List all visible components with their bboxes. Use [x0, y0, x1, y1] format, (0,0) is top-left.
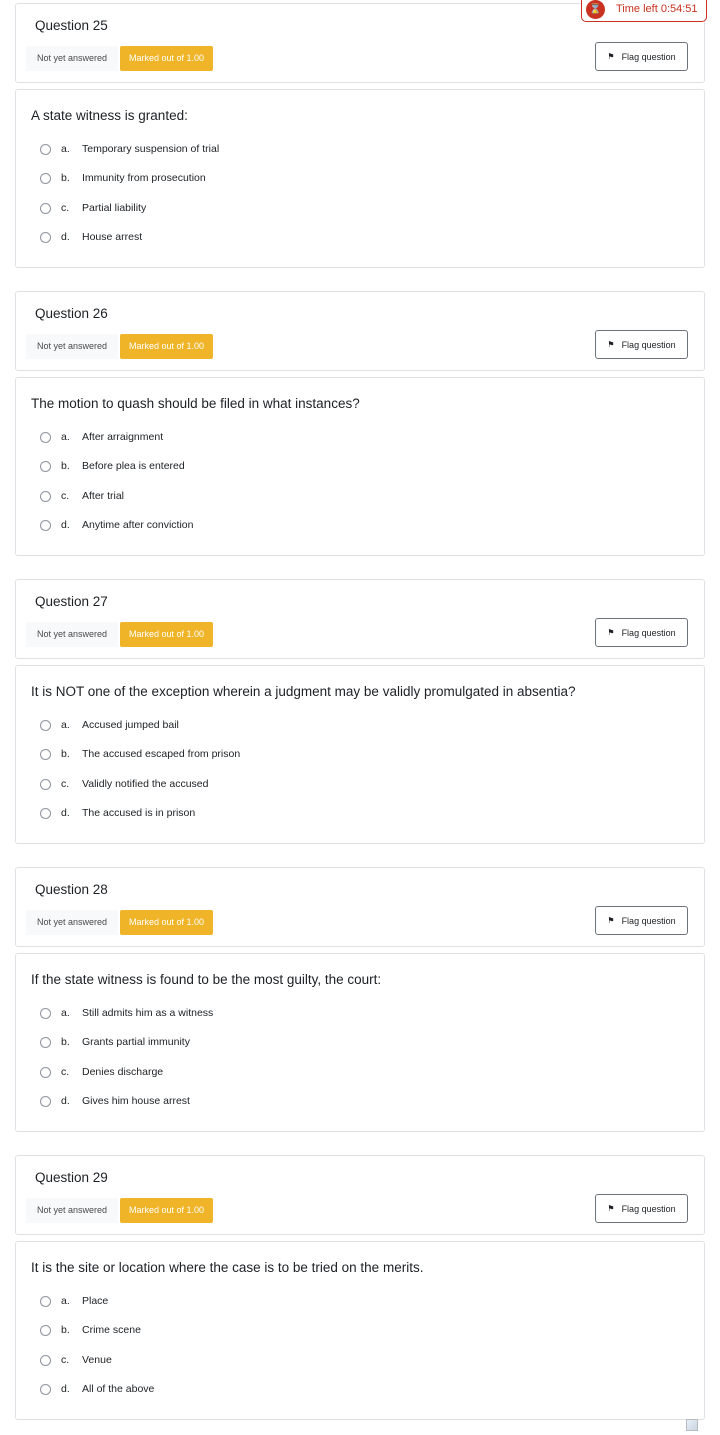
question-text: A state witness is granted:: [31, 108, 188, 123]
answer-text: Accused jumped bail: [82, 719, 179, 731]
answer-option[interactable]: [40, 804, 195, 822]
hourglass-icon: ⌛: [586, 0, 605, 19]
radio-button[interactable]: [40, 232, 51, 243]
radio-button[interactable]: [40, 1355, 51, 1366]
question-block: [15, 579, 705, 819]
question-content: [15, 377, 705, 556]
answer-text: The accused escaped from prison: [82, 748, 241, 760]
answer-letter: d.: [61, 1383, 70, 1395]
question-number: Question 26: [35, 306, 108, 321]
answer-option[interactable]: [40, 1063, 163, 1081]
answer-text: Temporary suspension of trial: [82, 143, 220, 155]
answer-text: Grants partial immunity: [82, 1036, 190, 1048]
answer-option[interactable]: [40, 1292, 108, 1310]
answer-option[interactable]: [40, 228, 142, 246]
question-number: Question 25: [35, 18, 108, 33]
timer: [581, 0, 707, 22]
question-content: [15, 953, 705, 1132]
radio-button[interactable]: [40, 461, 51, 472]
question-state: Not yet answered: [26, 910, 118, 935]
flag-question-button[interactable]: [595, 906, 688, 935]
answer-option[interactable]: [40, 140, 219, 158]
flag-icon: ⚑: [607, 628, 615, 637]
answer-letter: d.: [61, 519, 70, 531]
question-info: [15, 579, 705, 659]
answer-letter: b.: [61, 1324, 70, 1336]
question-state: Not yet answered: [26, 622, 118, 647]
answer-option[interactable]: [40, 1380, 154, 1398]
answer-option[interactable]: [40, 1092, 190, 1110]
flag-icon: ⚑: [607, 1204, 615, 1213]
answer-option[interactable]: [40, 745, 240, 763]
answer-text: Validly notified the accused: [82, 778, 209, 790]
answer-text: Crime scene: [82, 1324, 141, 1336]
question-text: The motion to quash should be filed in what instances?: [31, 396, 360, 411]
answer-letter: d.: [61, 1095, 70, 1107]
radio-button[interactable]: [40, 749, 51, 760]
answer-letter: b.: [61, 172, 70, 184]
question-state: Not yet answered: [26, 1198, 118, 1223]
answer-option[interactable]: [40, 199, 146, 217]
question-content: [15, 665, 705, 844]
timer-text: Time left 0:54:51: [616, 3, 698, 15]
radio-button[interactable]: [40, 1008, 51, 1019]
grade-badge: Marked out of 1.00: [120, 910, 213, 935]
answer-letter: b.: [61, 460, 70, 472]
question-content: [15, 89, 705, 268]
flag-question-button[interactable]: [595, 42, 688, 71]
answer-letter: c.: [61, 1354, 70, 1366]
question-number: Question 28: [35, 882, 108, 897]
answer-option[interactable]: [40, 775, 208, 793]
grade-badge: Marked out of 1.00: [120, 46, 213, 71]
answer-text: Partial liability: [82, 202, 147, 214]
answer-letter: c.: [61, 490, 70, 502]
question-number: Question 29: [35, 1170, 108, 1185]
flag-question-label: Flag question: [621, 915, 676, 926]
answer-letter: b.: [61, 748, 70, 760]
answer-letter: c.: [61, 202, 70, 214]
radio-button[interactable]: [40, 1296, 51, 1307]
question-state: Not yet answered: [26, 334, 118, 359]
answer-text: Gives him house arrest: [82, 1095, 190, 1107]
question-block: [15, 291, 705, 531]
answer-text: All of the above: [82, 1383, 155, 1395]
answer-option[interactable]: [40, 1033, 190, 1051]
question-info: [15, 1155, 705, 1235]
answer-letter: c.: [61, 1066, 70, 1078]
question-block: [15, 1155, 705, 1395]
answer-letter: b.: [61, 1036, 70, 1048]
question-text: If the state witness is found to be the most guilty, the court:: [31, 972, 382, 987]
answer-letter: a.: [61, 1007, 70, 1019]
answer-letter: a.: [61, 719, 70, 731]
grade-badge: Marked out of 1.00: [120, 1198, 213, 1223]
answer-text: House arrest: [82, 231, 143, 243]
flag-question-button[interactable]: [595, 618, 688, 647]
radio-button[interactable]: [40, 144, 51, 155]
radio-button[interactable]: [40, 808, 51, 819]
answer-letter: a.: [61, 431, 70, 443]
question-text: It is NOT one of the exception wherein a judgment may be validly promulgated in absentia?: [31, 684, 576, 699]
answer-option[interactable]: [40, 716, 179, 734]
answer-text: Place: [82, 1295, 109, 1307]
radio-button[interactable]: [40, 720, 51, 731]
answer-letter: a.: [61, 1295, 70, 1307]
radio-button[interactable]: [40, 779, 51, 790]
answer-text: Before plea is entered: [82, 460, 185, 472]
grade-badge: Marked out of 1.00: [120, 334, 213, 359]
flag-icon: ⚑: [607, 340, 615, 349]
answer-option[interactable]: [40, 457, 185, 475]
radio-button[interactable]: [40, 1325, 51, 1336]
question-text: It is the site or location where the case is to be tried on the merits.: [31, 1260, 424, 1275]
radio-button[interactable]: [40, 1037, 51, 1048]
answer-text: The accused is in prison: [82, 807, 196, 819]
radio-button[interactable]: [40, 520, 51, 531]
flag-question-label: Flag question: [621, 1203, 676, 1214]
answer-text: Still admits him as a witness: [82, 1007, 214, 1019]
answer-letter: a.: [61, 143, 70, 155]
question-info: [15, 867, 705, 947]
flag-question-button[interactable]: [595, 1194, 688, 1223]
broken-image-icon: [686, 1419, 698, 1431]
answer-text: After arraignment: [82, 431, 164, 443]
flag-icon: ⚑: [607, 916, 615, 925]
answer-text: After trial: [82, 490, 125, 502]
flag-question-button[interactable]: [595, 330, 688, 359]
answer-option[interactable]: [40, 1004, 213, 1022]
grade-badge: Marked out of 1.00: [120, 622, 213, 647]
question-block: [15, 867, 705, 1107]
flag-icon: ⚑: [607, 52, 615, 61]
answer-option[interactable]: [40, 169, 206, 187]
question-state: Not yet answered: [26, 46, 118, 71]
answer-option[interactable]: [40, 1321, 141, 1339]
answer-text: Anytime after conviction: [82, 519, 194, 531]
question-number: Question 27: [35, 594, 108, 609]
answer-option[interactable]: [40, 1351, 112, 1369]
answer-text: Denies discharge: [82, 1066, 164, 1078]
radio-button[interactable]: [40, 1384, 51, 1395]
radio-button[interactable]: [40, 173, 51, 184]
flag-question-label: Flag question: [621, 339, 676, 350]
radio-button[interactable]: [40, 1067, 51, 1078]
answer-text: Venue: [82, 1354, 112, 1366]
question-content: [15, 1241, 705, 1420]
flag-question-label: Flag question: [621, 51, 676, 62]
radio-button[interactable]: [40, 491, 51, 502]
radio-button[interactable]: [40, 203, 51, 214]
answer-letter: c.: [61, 778, 70, 790]
answer-text: Immunity from prosecution: [82, 172, 206, 184]
answer-letter: d.: [61, 807, 70, 819]
answer-option[interactable]: [40, 516, 193, 534]
question-info: [15, 291, 705, 371]
answer-option[interactable]: [40, 487, 124, 505]
radio-button[interactable]: [40, 432, 51, 443]
radio-button[interactable]: [40, 1096, 51, 1107]
flag-question-label: Flag question: [621, 627, 676, 638]
answer-letter: d.: [61, 231, 70, 243]
answer-option[interactable]: [40, 428, 163, 446]
